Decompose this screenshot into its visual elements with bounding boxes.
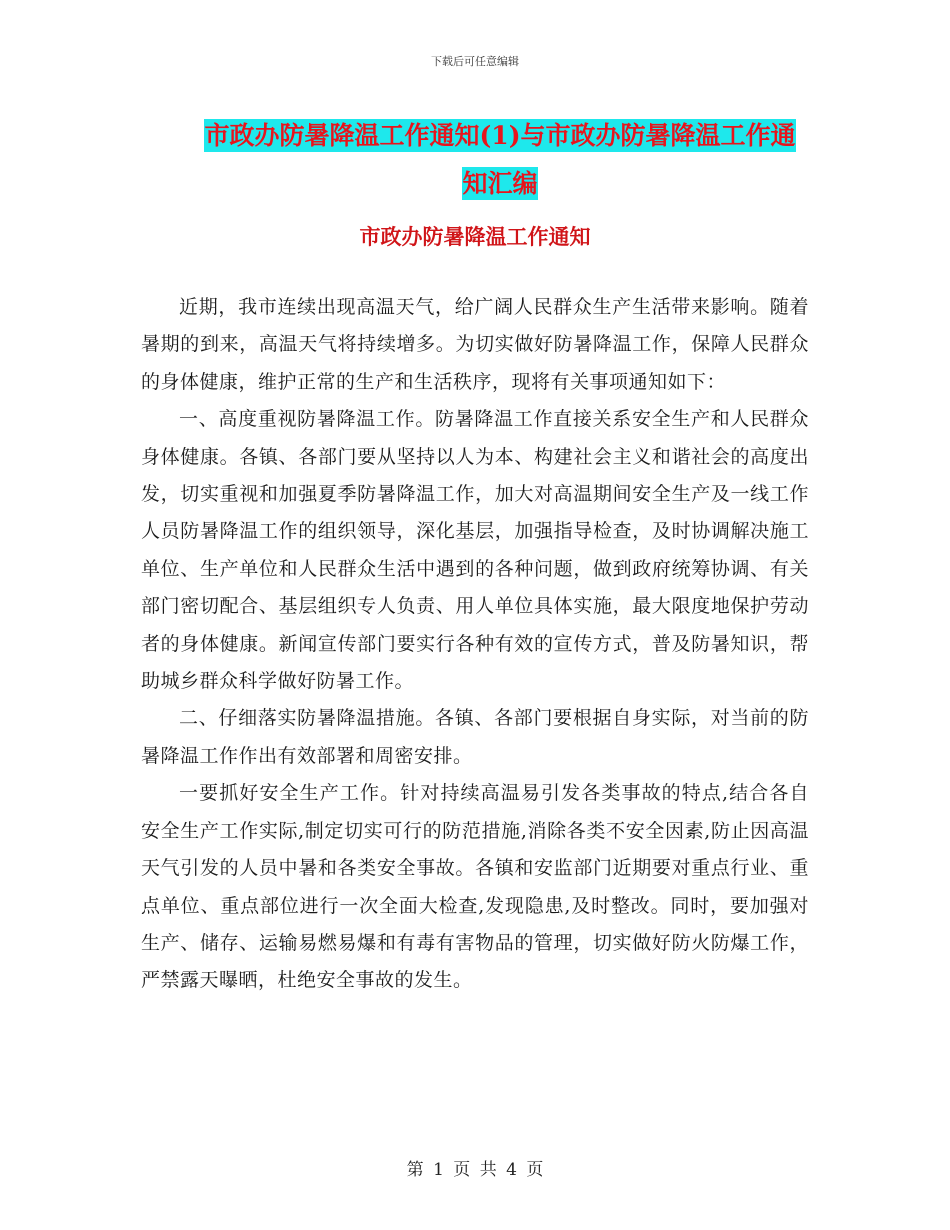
page-number-footer: 第 1 页 共 4 页 [406,1160,544,1180]
document-title-line-1: 市政办防暑降温工作通知(1)与市政办防暑降温工作通 [204,121,796,150]
document-title [130,112,870,208]
paragraph-item-2: 二、仔细落实防暑降温措施。各镇、各部门要根据自身实际，对当前的防暑降温工作作出有效部署和周密安排。 [141,707,809,767]
page-header-note: 下载后可任意编辑 [431,55,519,68]
section-title: 市政办防暑降温工作通知 [359,224,591,249]
paragraph-intro: 近期，我市连续出现高温天气，给广阔人民群众生产生活带来影响。随着暑期的到来，高温天气将持续增多。为切实做好防暑降温工作，保障人民群众的身体健康，维护正常的生产和生活秩序，现将有关事项通知如下： [141,296,809,393]
paragraph-item-1: 一、高度重视防暑降温工作。防暑降温工作直接关系安全生产和人民群众身体健康。各镇、各部门要从坚持以人为本、构建社会主义和谐社会的高度出发，切实重视和加强夏季防暑降温工作，加大对高温期间安全生产及一线工作人员防暑降温工作的组织领导，深化基层，加强指导检查，及时协调解决施工单位、生产单位和人民群众生活中遇到的各种问题，做到政府统筹协调、有关部门密切配合、基层组织专人负责、用人单位具体实施，最大限度地保护劳动者的身体健康。新闻宣传部门要实行各种有效的宣传方式，普及防暑知识，帮助城乡群众科学做好防暑工作。 [141,408,809,693]
paragraph-item-2-sub-1: 一要抓好安全生产工作。针对持续高温易引发各类事故的特点,结合各自安全生产工作实际,制定切实可行的防范措施,消除各类不安全因素,防止因高温天气引发的人员中暑和各类安全事故。各镇和安监部门近期要对重点行业、重点单位、重点部位进行一次全面大检查,发现隐患,及时整改。同时，要加强对生产、储存、运输易燃易爆和有毒有害物品的管理，切实做好防火防爆工作，严禁露天曝晒，杜绝安全事故的发生。 [141,782,809,992]
document-body [141,289,809,1000]
document-title-line-2: 知汇编 [462,169,538,198]
